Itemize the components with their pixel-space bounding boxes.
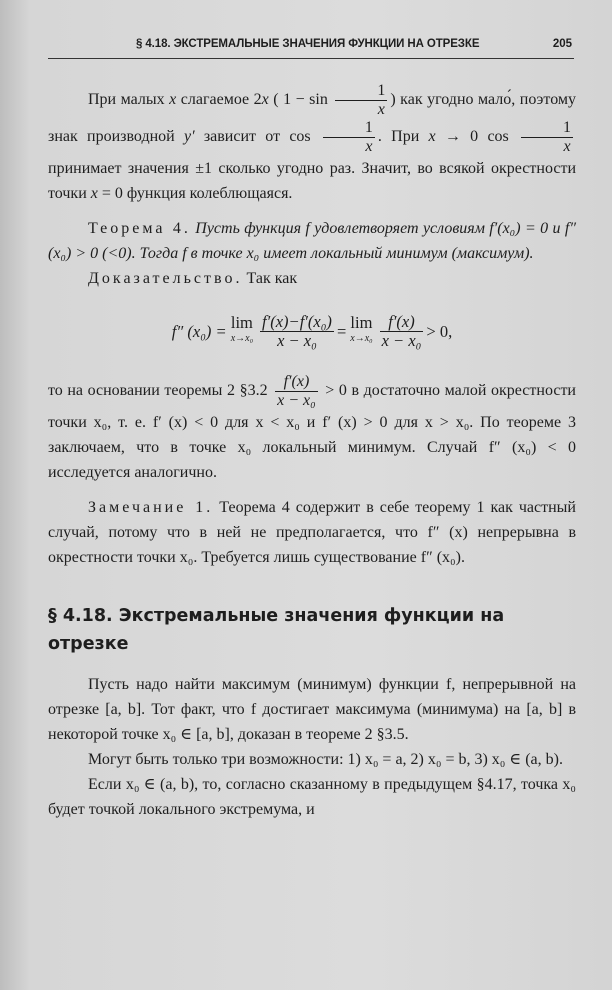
remark-label: Замечание 1. [88, 499, 214, 516]
theorem-text: Пусть функция f удовлетворяет условиям f′(x₀) = 0 и f″ (x₀) > 0 (<0). Тогда f в точке x₀ имеет локальный минимум (максимум). [48, 220, 576, 262]
section-heading: § 4.18. Экстремальные значения функции на отрезке [48, 606, 505, 654]
theorem-4 [48, 216, 576, 266]
proof-conclusion: то на основании теоремы 2 §3.2 $\frac{f'(x)}{\text{x − x₀}}$ > 0 в достаточно малой окрестности точки x₀, т. е. f′ (x) < 0 для x < x₀ и f′ (x) > 0 для x > x₀. По теореме 3 заключаем, что в точке x₀ локальный минимум. Случай f″ (x₀) < 0 исследуется аналогично. [48, 373, 576, 481]
section-paragraph-3: Если x₀ ∈ (a, b), то, согласно сказанному в предыдущем §4.17, точка x₀ будет точкой локального экстремума, и [48, 776, 576, 818]
limit-1: lim x→x₀ [230, 313, 254, 344]
section-paragraph-1: Пусть надо найти максимум (минимум) функции f, непрерывной на отрезке [a, b]. Тот факт, что f достигает максимума (минимума) на [a, b] в некоторой точке x₀ ∈ [a, b], доказан в теореме 2 §3.5. [48, 676, 576, 743]
display-formula: f″ (x₀) = lim x→x₀ $\frac{\text{f′(x)−f′(x₀)}}{\text{x − x₀}}$ = lim x→x₀ $\frac{f'(x)}{\text{x − x₀}}$ > 0, [171, 311, 453, 350]
paragraph-oscillation: При малых x слагаемое 2x ( 1 − sin $\frac{1}{x}$ ) как угодно мало́, поэтому знак производной y′ зависит от cos $\frac{1}{x}$ . При x → 0 cos $\frac{1}{x}$ принимает значения ±1 сколько угодно раз. Значит, во всякой окрестности точки x = 0 функция колеблющаяся. [48, 82, 577, 202]
proof-label: Доказательство. [88, 270, 243, 287]
remark-1: Замечание 1. Теорема 4 содержит в себе теорему 1 как частный случай, потому что в ней не предполагается, что f″ (x) непрерывна в окрестности точки x₀. Требуется лишь существование f″ (x₀). [48, 499, 576, 566]
page-number: 205 [552, 38, 572, 50]
limit-2: lim x→x₀ [350, 313, 373, 344]
fraction-1-over-x: $\frac{1}{x}$ [335, 82, 387, 119]
page-body [48, 82, 576, 822]
section-paragraph-2: Могут быть только три возможности: 1) x₀ = a, 2) x₀ = b, 3) x₀ ∈ (a, b). [88, 751, 563, 768]
proof-intro: Доказательство. Так как [88, 270, 298, 287]
running-header [48, 30, 574, 59]
theorem-label: Теорема 4. [88, 220, 191, 237]
running-title: § 4.18. ЭКСТРЕМАЛЬНЫЕ ЗНАЧЕНИЯ ФУНКЦИИ НА ОТРЕЗКЕ [136, 38, 480, 50]
